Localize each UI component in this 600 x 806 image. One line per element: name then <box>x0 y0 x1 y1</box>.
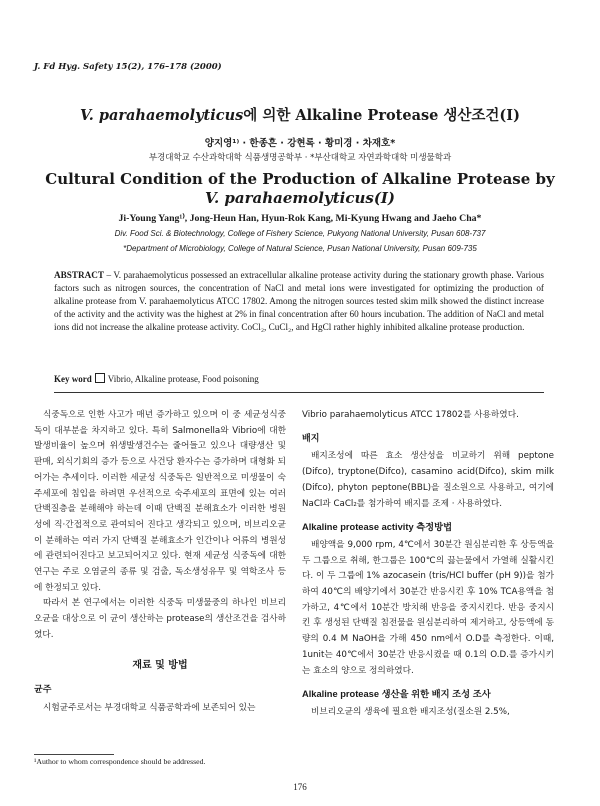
keywords <box>54 373 259 384</box>
strain-paragraph: 시험균주로서는 부경대학교 식품공학과에 보존되어 있는 <box>43 702 256 713</box>
english-affiliation-1: Div. Food Sci. & Biotechnology, College of Fishery Science, Pukyong National University, Pusan 608-737 <box>114 229 486 238</box>
subheading-medium: 배지 <box>302 433 320 444</box>
optimization-paragraph: 비브리오균의 생육에 필요한 배지조성(질소원 2.5%, <box>311 706 510 717</box>
right-column <box>302 408 554 721</box>
abstract-text: – V. parahaemolyticus possessed an extracellular alkaline protease activity during the stationary growth phase. Various factors such as nitrogen sources, the concentration of NaCl and metal ions were investigated for optimizing the production of alkaline protease from V. parahaemolyticus ATCC 17802. Among the nitrogen sources tested skim milk showed the distinct increase of the activity and the activity was the highest at 2% in final concentration after 60 hours incubation. The addition of NaCl and metal ions did not increase the alkaline protease activity. CoCl₂, CuCl₂, and HgCl rather highly inhibited alkaline protease production. <box>54 270 544 333</box>
keyword-label: Key word <box>54 374 92 384</box>
subheading-strain: 균주 <box>34 685 52 696</box>
checkbox-square-icon <box>95 373 105 383</box>
keyword-text: Vibrio, Alkaline protease, Food poisoning <box>107 374 259 384</box>
english-title <box>0 170 600 208</box>
english-title-line1: Cultural Condition of the Production of Alkaline Protease by <box>45 170 555 188</box>
footnote: ¹Author to whom correspondence should be addressed. <box>34 757 206 766</box>
abstract-label: ABSTRACT <box>54 270 105 280</box>
medium-paragraph: 배지조성에 따른 효소 생산성을 비교하기 위해 peptone (Difco), tryptone(Difco), casamino acid(Difco), skim milk (Difco), phyton peptone(BBL)을 질소원으로 사용하고, 여기에 NaCl과 CaCl₂를 첨가하여 배지를 조제 · 사용하였다. <box>302 451 554 509</box>
footnote-divider <box>34 754 114 755</box>
korean-title-species: V. parahaemolyticus <box>80 107 244 124</box>
intro-paragraph-2: 따라서 본 연구에서는 이러한 식중독 미생물중의 하나인 비브리오균을 대상으로 이 균이 생산하는 protease의 생산조건을 검사하였다. <box>34 598 286 640</box>
korean-title-rest: 에 의한 Alkaline Protease 생산조건(Ⅰ) <box>243 107 520 124</box>
korean-affiliation: 부경대학교 수산과학대학 식품생명공학부 · *부산대학교 자연과학대학 미생물학과 <box>148 153 452 163</box>
journal-citation: J. Fd Hyg. Safety 15(2), 176–178 (2000) <box>34 62 222 72</box>
page-number: 176 <box>293 782 307 792</box>
intro-paragraph-1: 식중독으로 인한 사고가 매년 증가하고 있으며 이 중 세균성식중독이 대부분을 차지하고 있다. 특히 Salmonella와 Vibrio에 대한 발생비율이 높으며 위생발생건수는 줄어들고 있으나 대량생산 및 판매, 외식기회의 증가 등으로 사건당 환자수는 증가하며 대형화 되어가는 추세이다. 이러한 세균성 식중독은 일반적으로 미생물이 숙주세포에 침입을 하려면 우선적으로 숙주세포의 표면에 있는 여러 단백질층을 분해해야 하는데 이때 단백질 분해효소가 이러한 병원성에 직·간접적으로 관여되어 진다고 생각되고 있으며, 비브리오균이 분해하는 여러 가지 단백질 분해효소가 인간이나 어류의 병원성에 관련되어진다고 보고되어지고 있다. 현재 세균성 식중독에 대한 연구는 주로 오염균의 종류 및 검출, 독소생성유무 및 역학조사 등에 한정되고 있다. <box>34 410 286 593</box>
korean-title <box>0 104 600 125</box>
strain-continued: Vibrio parahaemolyticus ATCC 17802를 사용하였다. <box>302 410 519 420</box>
english-affiliation-2: *Department of Microbiology, College of Natural Science, Pusan National University, Pusan 609-735 <box>123 244 477 253</box>
section-heading-materials: 재료 및 방법 <box>132 659 188 671</box>
korean-authors: 양지영¹⁾ · 한종흔 · 강현록 · 황미경 · 차재호* <box>204 138 396 149</box>
header-divider <box>54 392 544 393</box>
subheading-assay: Alkaline protease activity 측정방법 <box>302 522 453 533</box>
left-column <box>34 408 286 717</box>
english-authors: Ji-Young Yang¹⁾, Jong-Heun Han, Hyun-Rok Kang, Mi-Kyung Hwang and Jaeho Cha* <box>118 213 482 224</box>
english-title-line2: V. parahaemolyticus(Ⅰ) <box>204 189 396 207</box>
assay-paragraph: 배양액을 9,000 rpm, 4℃에서 30분간 원심분리한 후 상등액을 두 그룹으로 취해, 한그룹은 100℃의 끓는물에서 가열해 실활시킨다. 이 두 그룹에 1% azocasein (tris/HCl buffer (pH 9))을 첨가하여 40℃의 배양기에서 30분간 반응시킨 후 10% TCA용액을 첨가하고, 4℃에서 10분간 방치해 반응을 중지시킨다. 반응 중지시킨 후 생성된 단백질 침전물을 원심분리하여 제거하고, 상등액에 동량의 0.4 M NaOH을 가해 450 nm에서 O.D를 측정한다. 이때, 1unit는 40℃에서 30분간 반응시켰을 때 0.1의 O.D.를 증가시키는 효소의 양으로 정의하였다. <box>302 539 554 676</box>
abstract <box>54 269 544 334</box>
subheading-medium-optimization: Alkaline protease 생산을 위한 배지 조성 조사 <box>302 689 491 700</box>
